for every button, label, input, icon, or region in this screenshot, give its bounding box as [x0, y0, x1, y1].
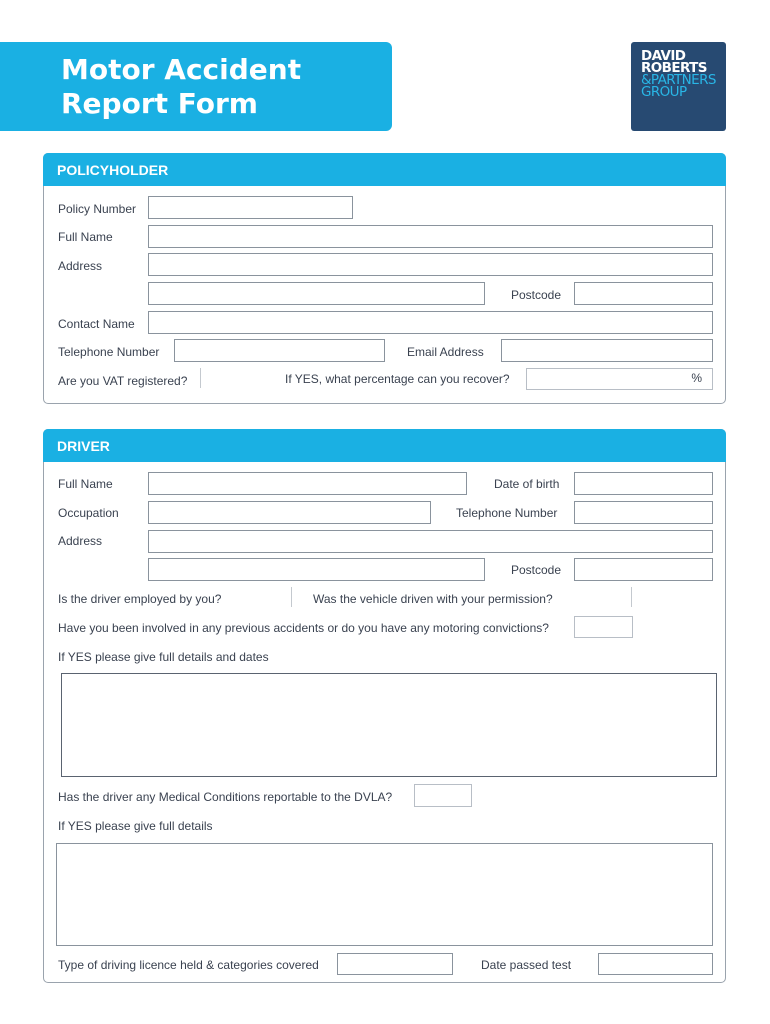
- medical-details-label: If YES please give full details: [58, 819, 213, 833]
- vat-percentage-label: If YES, what percentage can you recover?: [285, 372, 510, 386]
- vat-answer-field[interactable]: [200, 368, 201, 388]
- address-line2-field[interactable]: [148, 282, 485, 305]
- policyholder-section: [43, 153, 726, 404]
- dob-field[interactable]: [574, 472, 713, 495]
- postcode-label: Postcode: [511, 288, 562, 302]
- driver-telephone-label: Telephone Number: [456, 506, 558, 520]
- telephone-label: Telephone Number: [58, 345, 160, 359]
- driver-address-line2-field[interactable]: [148, 558, 485, 581]
- email-label: Email Address: [407, 345, 484, 359]
- percent-sign: %: [691, 371, 702, 385]
- logo-line-2: ROBERTS: [641, 60, 707, 76]
- occupation-field[interactable]: [148, 501, 431, 524]
- driver-telephone-field[interactable]: [574, 501, 713, 524]
- contact-name-label: Contact Name: [58, 317, 135, 331]
- driver-section: [43, 429, 726, 983]
- form-title-line2: Report Form: [61, 87, 258, 120]
- date-passed-label: Date passed test: [481, 958, 572, 972]
- previous-accidents-field[interactable]: [574, 616, 633, 638]
- email-field[interactable]: [501, 339, 713, 362]
- employed-answer-field[interactable]: [291, 587, 292, 607]
- driver-postcode-field[interactable]: [574, 558, 713, 581]
- driver-full-name-field[interactable]: [148, 472, 467, 495]
- address-label: Address: [58, 259, 103, 273]
- details-dates-label: If YES please give full details and dates: [58, 650, 269, 664]
- medical-details-field[interactable]: [56, 843, 713, 946]
- company-logo: [631, 42, 726, 131]
- driver-heading: DRIVER: [43, 429, 726, 462]
- date-passed-field[interactable]: [598, 953, 713, 975]
- driver-postcode-label: Postcode: [511, 563, 562, 577]
- medical-question-label: Has the driver any Medical Conditions reportable to the DVLA?: [58, 790, 393, 804]
- logo-line-3: &PARTNERS: [641, 72, 716, 88]
- dob-label: Date of birth: [494, 477, 560, 491]
- vat-percentage-field[interactable]: [526, 368, 713, 390]
- telephone-field[interactable]: [174, 339, 385, 362]
- driver-address-label: Address: [58, 534, 103, 548]
- full-name-field[interactable]: [148, 225, 713, 248]
- driver-address-line1-field[interactable]: [148, 530, 713, 553]
- vat-question-label: Are you VAT registered?: [58, 374, 188, 388]
- policy-number-label: Policy Number: [58, 202, 137, 216]
- licence-type-field[interactable]: [337, 953, 453, 975]
- logo-line-4: GROUP: [641, 84, 687, 100]
- details-dates-field[interactable]: [61, 673, 717, 777]
- form-title-line1: Motor Accident: [61, 53, 302, 86]
- contact-name-field[interactable]: [148, 311, 713, 334]
- driver-full-name-label: Full Name: [58, 477, 113, 491]
- employed-question-label: Is the driver employed by you?: [58, 592, 222, 606]
- logo-line-1: DAVID: [641, 48, 686, 64]
- permission-answer-field[interactable]: [631, 587, 632, 607]
- licence-type-label: Type of driving licence held & categories covered: [58, 958, 319, 972]
- address-line1-field[interactable]: [148, 253, 713, 276]
- medical-answer-field[interactable]: [414, 784, 472, 807]
- permission-question-label: Was the vehicle driven with your permission?: [313, 592, 553, 606]
- postcode-field[interactable]: [574, 282, 713, 305]
- previous-accidents-label: Have you been involved in any previous accidents or do you have any motoring convictions?: [58, 621, 549, 635]
- policyholder-heading: POLICYHOLDER: [43, 153, 726, 186]
- occupation-label: Occupation: [58, 506, 119, 520]
- full-name-label: Full Name: [58, 230, 113, 244]
- policy-number-field[interactable]: [148, 196, 353, 219]
